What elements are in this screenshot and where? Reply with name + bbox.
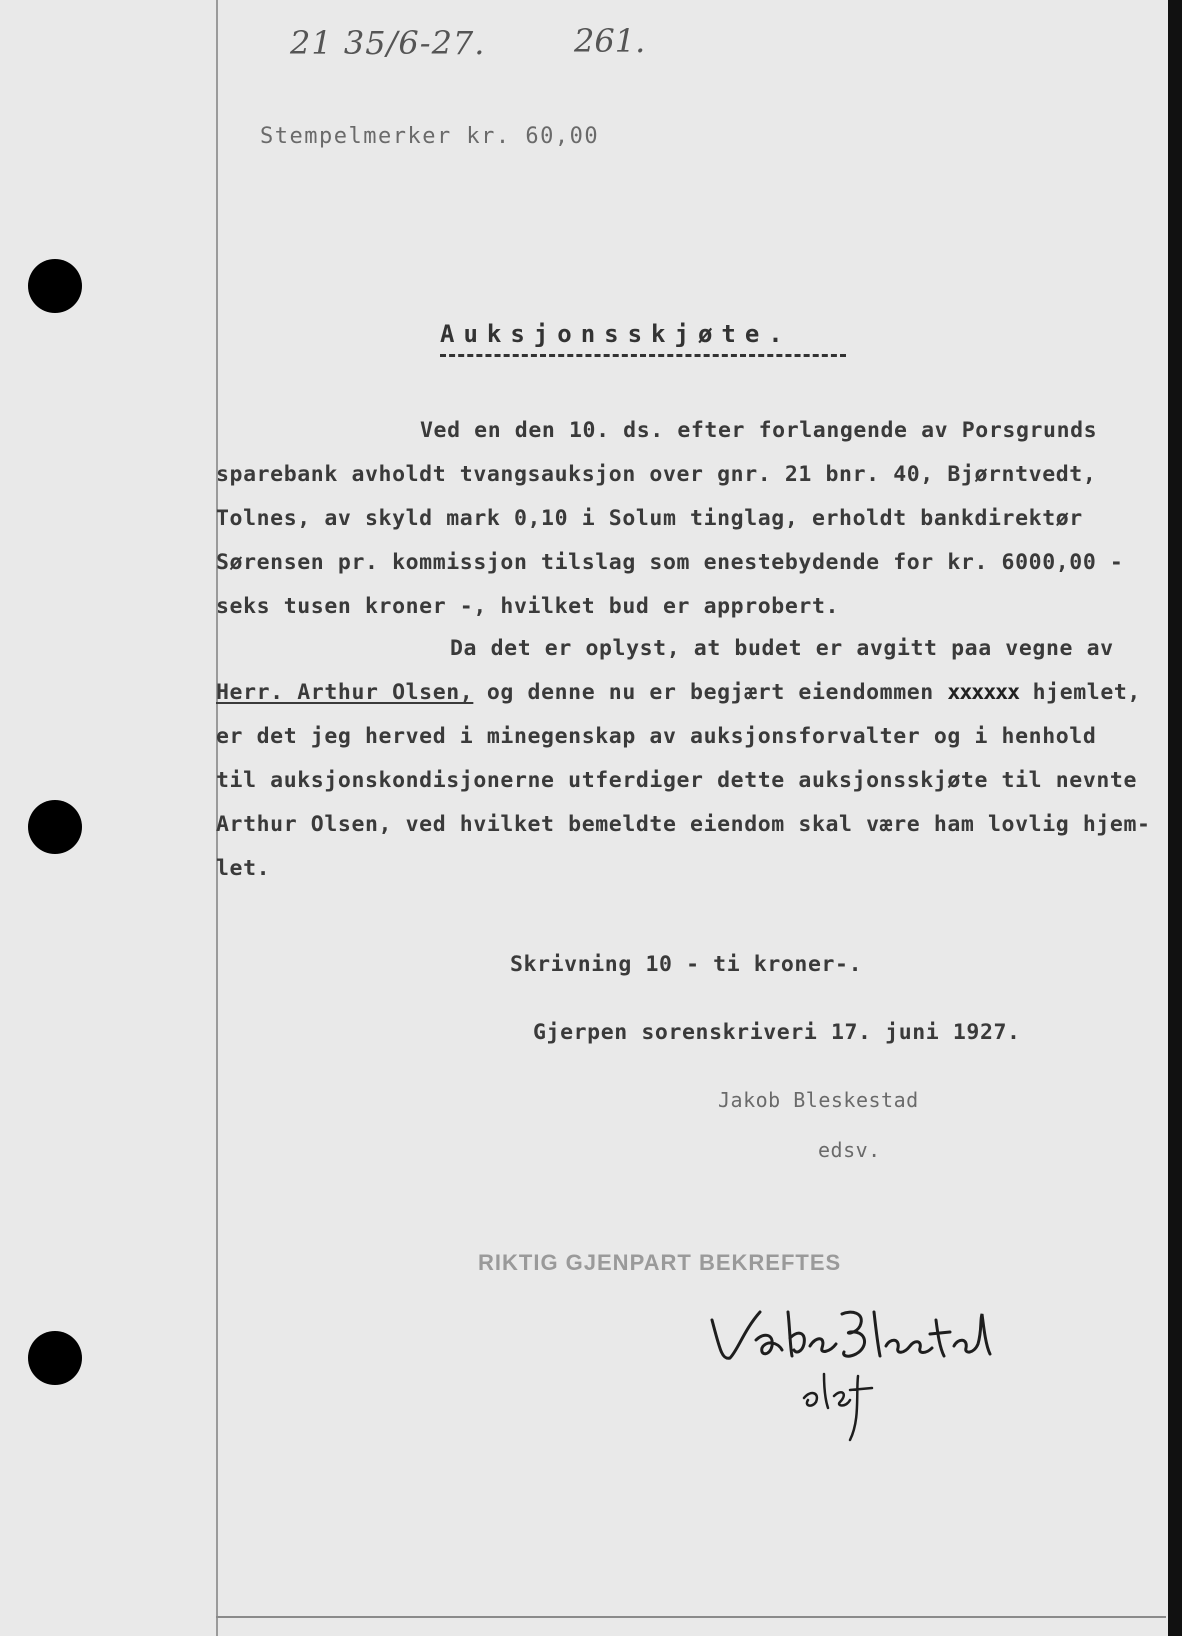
signatory-title: edsv.: [818, 1138, 881, 1162]
paragraph2-line1: Da det er oplyst, at budet er avgitt paa vegne av: [450, 636, 1114, 661]
place-date-line: Gjerpen sorenskriveri 17. juni 1927.: [533, 1020, 1021, 1045]
certification-stamp: RIKTIG GJENPART BEKREFTES: [478, 1250, 842, 1275]
punch-hole-top: [28, 259, 82, 313]
struck-out-text: xxxxxx: [947, 680, 1020, 705]
paragraph2-line2-middle: og denne nu er begjært eiendommen: [473, 680, 948, 705]
fee-line: Skrivning 10 - ti kroner-.: [510, 952, 863, 977]
punch-hole-bottom: [28, 1331, 82, 1385]
paragraph1-line5: seks tusen kroner -, hvilket bud er approbert.: [216, 594, 840, 619]
paragraph2-line6: let.: [216, 856, 271, 881]
page-number: 261.: [574, 22, 646, 60]
paragraph2-line2: [216, 680, 1141, 705]
paragraph1-line3: Tolnes, av skyld mark 0,10 i Solum tinglag, erholdt bankdirektør: [216, 506, 1083, 531]
bottom-border-line: [216, 1616, 1166, 1618]
document-title: Auksjonsskjøte.: [440, 320, 792, 348]
buyer-name: Herr. Arthur Olsen,: [216, 680, 474, 705]
paragraph2-line4: til auksjonskondisjonerne utferdiger dette auksjonsskjøte til nevnte: [216, 768, 1137, 793]
paragraph2-line5: Arthur Olsen, ved hvilket bemeldte eiendom skal være ham lovlig hjem-: [216, 812, 1151, 837]
paragraph1-line1: Ved en den 10. ds. efter forlangende av Porsgrunds: [420, 418, 1098, 443]
archive-note: 21 35/6-27.: [290, 24, 486, 62]
title-underline: [440, 354, 846, 357]
paragraph1-line2: sparebank avholdt tvangsauksjon over gnr. 21 bnr. 40, Bjørntvedt,: [216, 462, 1097, 487]
signatory-name: Jakob Bleskestad: [718, 1088, 919, 1112]
punch-hole-middle: [28, 800, 82, 854]
stamp-duty-line: Stempelmerker kr. 60,00: [260, 124, 600, 149]
handwritten-signature: [700, 1290, 1010, 1450]
paragraph2-line2-end: hjemlet,: [1019, 680, 1141, 705]
paragraph1-line4: Sørensen pr. kommissjon tilslag som enestebydende for kr. 6000,00 -: [216, 550, 1124, 575]
paragraph2-line3: er det jeg herved i minegenskap av auksjonsforvalter og i henhold: [216, 724, 1097, 749]
